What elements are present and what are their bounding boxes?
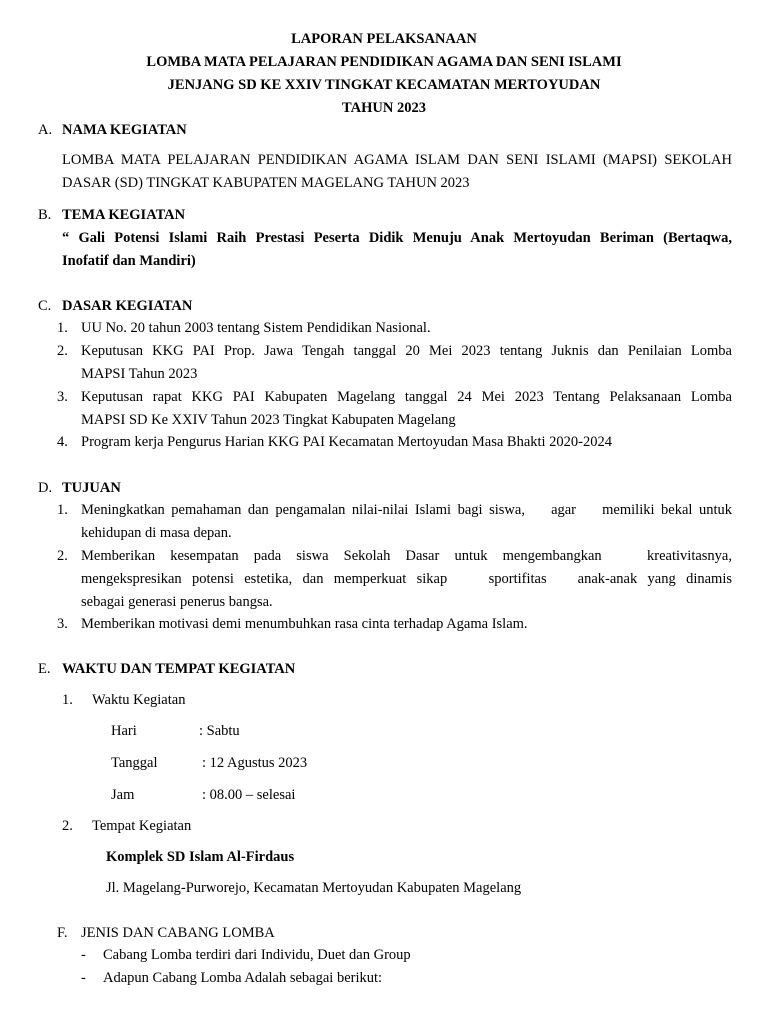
tempat-number: 2.: [62, 818, 73, 834]
report-title-line3: JENJANG SD KE XXIV TINGKAT KECAMATAN MERTOYUDAN: [167, 77, 601, 93]
section-f-letter: F.: [57, 925, 68, 941]
tempat-label: Tempat Kegiatan: [92, 818, 192, 834]
list-item-text: Keputusan KKG PAI Prop. Jawa Tengah tanggal 20 Mei 2023 tentang Juknis dan Penilaian Lomba: [81, 343, 732, 359]
list-item-number: 2.: [57, 343, 68, 359]
bullet-dash: -: [81, 947, 86, 963]
section-e-letter: E.: [38, 661, 51, 677]
bullet-text: Adapun Cabang Lomba Adalah sebagai berikut:: [103, 970, 383, 986]
tanggal-value: : 12 Agustus 2023: [202, 755, 308, 771]
section-c-title: DASAR KEGIATAN: [62, 298, 193, 314]
section-b-letter: B.: [38, 207, 52, 223]
report-title-line4: TAHUN 2023: [342, 100, 426, 116]
list-item-number: 4.: [57, 434, 68, 450]
section-f-title: JENIS DAN CABANG LOMBA: [81, 925, 275, 941]
waktu-label: Waktu Kegiatan: [92, 692, 186, 708]
list-item-text-cont: MAPSI Tahun 2023: [81, 366, 198, 382]
jam-label: Jam: [111, 787, 135, 803]
section-a-title: NAMA KEGIATAN: [62, 122, 187, 138]
section-d-letter: D.: [38, 480, 53, 496]
venue-name: Komplek SD Islam Al-Firdaus: [106, 849, 295, 865]
list-item-text: Keputusan rapat KKG PAI Kabupaten Magelang tanggal 24 Mei 2023 Tentang Pelaksanaan Lomba: [81, 389, 732, 405]
list-item-text: Program kerja Pengurus Harian KKG PAI Kecamatan Mertoyudan Masa Bhakti 2020-2024: [81, 434, 613, 450]
tanggal-label: Tanggal: [111, 755, 158, 771]
list-item-text: UU No. 20 tahun 2003 tentang Sistem Pendidikan Nasional.: [81, 320, 431, 336]
section-a-letter: A.: [38, 122, 53, 138]
list-item-text-cont: mengekspresikan potensi estetika, dan memperkuat sikap sportifitas anak-anak yang dinamis: [81, 571, 732, 587]
section-b-body-line1: “ Gali Potensi Islami Raih Prestasi Peserta Didik Menuju Anak Mertoyudan Beriman (Bertaqwa,: [62, 230, 732, 246]
jam-value: : 08.00 – selesai: [202, 787, 296, 803]
list-item-text-cont: MAPSI SD Ke XXIV Tahun 2023 Tingkat Kabupaten Magelang: [81, 412, 456, 428]
list-item-text: Memberikan kesempatan pada siswa Sekolah Dasar untuk mengembangkan kreativitasnya,: [81, 548, 732, 564]
hari-value: : Sabtu: [199, 723, 240, 739]
report-title-line2: LOMBA MATA PELAJARAN PENDIDIKAN AGAMA DAN SENI ISLAMI: [146, 54, 622, 70]
section-a-body-line2: DASAR (SD) TINGKAT KABUPATEN MAGELANG TAHUN 2023: [62, 175, 470, 191]
section-b-body-line2: Inofatif dan Mandiri): [62, 253, 196, 269]
bullet-text: Cabang Lomba terdiri dari Individu, Duet dan Group: [103, 947, 411, 963]
list-item-number: 3.: [57, 616, 68, 632]
section-d-title: TUJUAN: [62, 480, 121, 496]
list-item-text-cont: sebagai generasi penerus bangsa.: [81, 594, 273, 610]
report-title-line1: LAPORAN PELAKSANAAN: [291, 31, 477, 47]
list-item-number: 1.: [57, 502, 68, 518]
list-item-text: Memberikan motivasi demi menumbuhkan rasa cinta terhadap Agama Islam.: [81, 616, 528, 632]
list-item-text: Meningkatkan pemahaman dan pengamalan nilai-nilai Islami bagi siswa, agar memiliki bekal untuk: [81, 502, 732, 518]
list-item-number: 3.: [57, 389, 68, 405]
bullet-dash: -: [81, 970, 86, 986]
list-item-text-cont: kehidupan di masa depan.: [81, 525, 232, 541]
hari-label: Hari: [111, 723, 137, 739]
waktu-number: 1.: [62, 692, 73, 708]
list-item-number: 2.: [57, 548, 68, 564]
section-a-body-line1: LOMBA MATA PELAJARAN PENDIDIKAN AGAMA ISLAM DAN SENI ISLAMI (MAPSI) SEKOLAH: [62, 152, 732, 168]
section-e-title: WAKTU DAN TEMPAT KEGIATAN: [62, 661, 296, 677]
section-b-title: TEMA KEGIATAN: [62, 207, 186, 223]
venue-address: Jl. Magelang-Purworejo, Kecamatan Mertoyudan Kabupaten Magelang: [106, 880, 522, 896]
list-item-number: 1.: [57, 320, 68, 336]
section-c-letter: C.: [38, 298, 52, 314]
